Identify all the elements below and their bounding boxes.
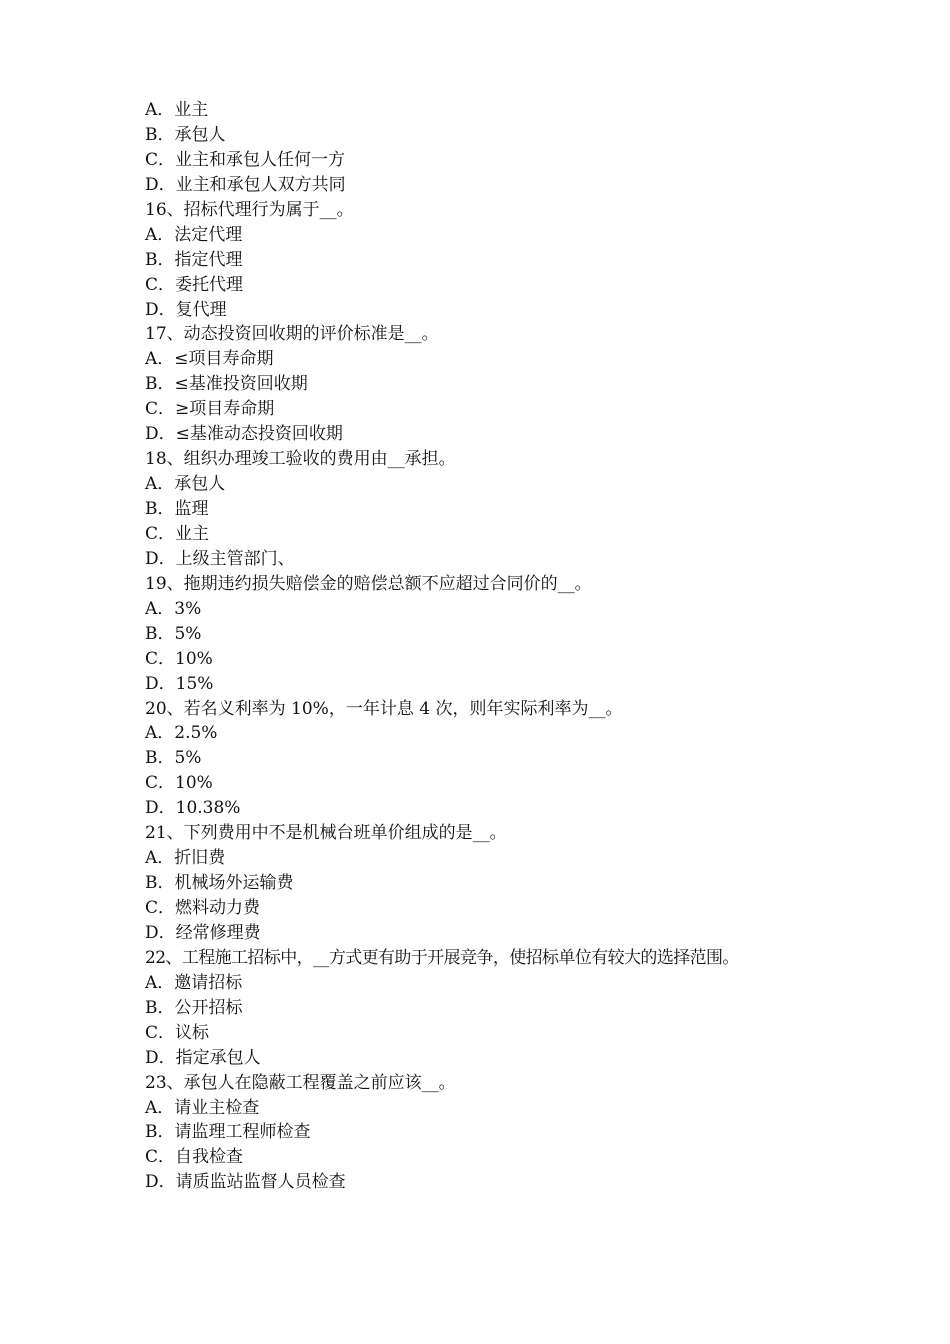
option-c: C．委托代理	[145, 274, 244, 295]
question-19	[145, 572, 825, 697]
option-a: A．3%	[145, 598, 202, 619]
question-stem: 20、若名义利率为 10%，一年计息 4 次，则年实际利率为__。	[145, 698, 623, 719]
question-16	[145, 198, 825, 323]
option-b: B．公开招标	[145, 997, 243, 1018]
option-d: D．指定承包人	[145, 1047, 261, 1068]
option-c: C．燃料动力费	[145, 898, 261, 918]
question-stem: 19、拖期违约损失赔偿金的赔偿总额不应超过合同价的__。	[145, 573, 592, 594]
question-stem: 17、动态投资回收期的评价标准是__。	[145, 324, 439, 345]
option-b: B．≤基准投资回收期	[145, 374, 308, 395]
document-page	[145, 98, 825, 1195]
option-d: D．请质监站监督人员检查	[145, 1172, 346, 1193]
question-stem: 18、组织办理竣工验收的费用由__承担。	[145, 449, 456, 470]
option-a: A．业主	[145, 100, 209, 120]
option-a: A．≤项目寿命期	[145, 349, 274, 370]
option-a: A．法定代理	[145, 224, 243, 245]
intro-options	[145, 98, 825, 198]
option-c: C．10%	[145, 648, 213, 669]
question-20	[145, 697, 825, 822]
option-a: A．折旧费	[145, 848, 226, 869]
option-c: C．业主和承包人任何一方	[145, 149, 346, 170]
question-stem: 22、工程施工招标中，__方式更有助于开展竞争，使招标单位有较大的选择范围。	[145, 947, 739, 968]
question-18	[145, 447, 825, 572]
option-a: A．邀请招标	[145, 972, 243, 993]
option-d: D．经常修理费	[145, 922, 261, 943]
option-d: D．复代理	[145, 299, 227, 320]
question-stem: 23、承包人在隐蔽工程覆盖之前应该__。	[145, 1072, 456, 1093]
option-a: A．承包人	[145, 474, 226, 495]
option-b: B．请监理工程师检查	[145, 1122, 311, 1143]
option-b: B．5%	[145, 748, 202, 769]
option-b: B．承包人	[145, 124, 226, 145]
option-b: B．指定代理	[145, 249, 243, 270]
option-c: C．10%	[145, 773, 213, 794]
option-b: B．5%	[145, 623, 202, 644]
option-d: D．≤基准动态投资回收期	[145, 424, 343, 445]
option-b: B．机械场外运输费	[145, 873, 294, 894]
option-c: C．业主	[145, 523, 210, 544]
question-23	[145, 1071, 825, 1196]
option-d: D．15%	[145, 673, 214, 694]
question-22	[145, 946, 825, 1071]
option-d: D．10.38%	[145, 798, 241, 819]
question-stem: 16、招标代理行为属于__。	[145, 199, 354, 220]
option-b: B．监理	[145, 499, 209, 519]
option-a: A．2.5%	[145, 723, 218, 744]
question-17	[145, 322, 825, 447]
option-c: C．≥项目寿命期	[145, 399, 275, 420]
question-21	[145, 821, 825, 946]
option-d: D．上级主管部门、	[145, 548, 295, 569]
option-c: C．议标	[145, 1022, 210, 1043]
option-c: C．自我检查	[145, 1147, 244, 1168]
option-d: D．业主和承包人双方共同	[145, 174, 346, 195]
question-stem: 21、下列费用中不是机械台班单价组成的是__。	[145, 823, 507, 844]
option-a: A．请业主检查	[145, 1097, 260, 1118]
